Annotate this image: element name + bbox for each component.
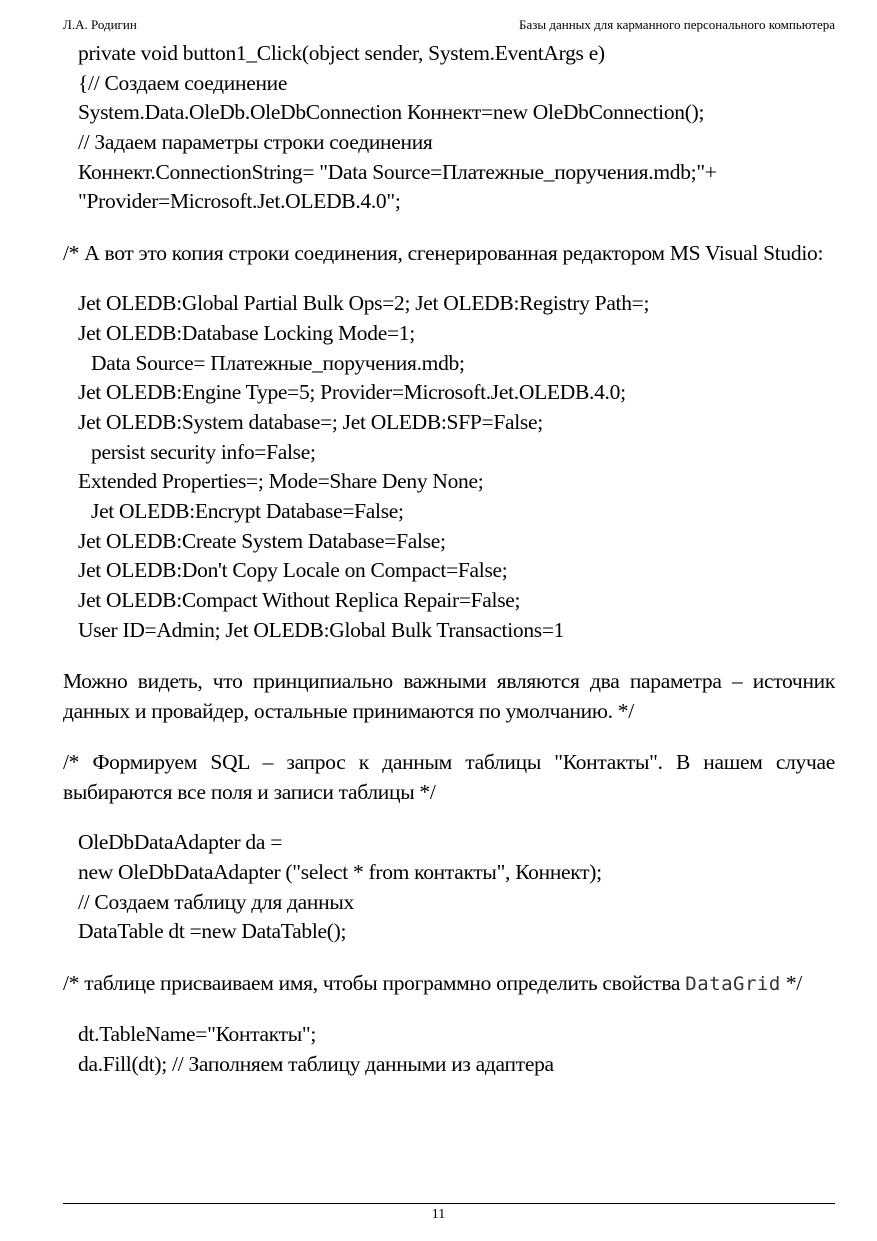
code-line: System.Data.OleDb.OleDbConnection Коннект=new OleDbConnection(); [78, 100, 705, 125]
code-line: da.Fill(dt); // Заполняем таблицу данными из адаптера [78, 1051, 554, 1076]
code-line: Jet OLEDB:Don't Copy Locale on Compact=False; [78, 558, 508, 583]
code-line: Extended Properties=; Mode=Share Deny None; [78, 469, 484, 494]
page-content [63, 39, 835, 1080]
footer-divider [63, 1203, 835, 1204]
code-line: Jet OLEDB:Compact Without Replica Repair=False; [78, 588, 521, 612]
code-block-generated-connection-string [63, 289, 835, 645]
code-line: dt.TableName="Контакты"; [78, 1022, 317, 1047]
code-line: Jet OLEDB:Engine Type=5; Provider=Microsoft.Jet.OLEDB.4.0; [78, 380, 626, 405]
header-author: Л.А. Родигин [63, 17, 137, 32]
code-line: "Provider=Microsoft.Jet.OLEDB.4.0"; [78, 189, 401, 214]
comment-paragraph-table-name [63, 968, 835, 999]
code-block-data-adapter [63, 828, 835, 947]
page-number: 11 [431, 1207, 446, 1222]
code-line: Jet OLEDB:Encrypt Database=False; [91, 498, 404, 523]
code-block-connection [63, 39, 835, 217]
code-line: DataTable dt =new DataTable(); [78, 919, 347, 944]
comment-paragraph-parameters: Можно видеть, что принципиально важными являются два параметра – источник данных и провайдер, остальные принимаются по умолчанию. */ [63, 669, 835, 724]
code-line: new OleDbDataAdapter ("select * from контакты", Коннект); [78, 860, 602, 885]
code-line: private void button1_Click(object sender, System.EventArgs e) [78, 41, 605, 65]
header-book-title: Базы данных для карманного персонального компьютера [519, 17, 835, 32]
code-line: Jet OLEDB:System database=; Jet OLEDB:SFP=False; [78, 409, 543, 434]
code-line: User ID=Admin; Jet OLEDB:Global Bulk Transactions=1 [78, 617, 565, 642]
comment-paragraph-connection-string: /* А вот это копия строки соединения, сгенерированная редактором MS Visual Studio: [63, 241, 824, 266]
code-line: Jet OLEDB:Database Locking Mode=1; [78, 320, 415, 345]
paragraph-text: /* таблице присваиваем имя, чтобы программно определить свойства [63, 971, 686, 996]
code-line: // Задаем параметры строки соединения [78, 130, 433, 155]
code-block-fill-table [63, 1020, 835, 1079]
code-line: {// Создаем соединение [78, 70, 288, 95]
code-line: Коннект.ConnectionString= "Data Source=Платежные_поручения.mdb;"+ [78, 159, 717, 184]
code-term-datagrid: DataGrid [685, 973, 781, 996]
comment-paragraph-sql-query: /* Формируем SQL – запрос к данным таблицы "Контакты". В нашем случае выбираются все поля и записи таблицы */ [63, 750, 835, 805]
code-line: Jet OLEDB:Global Partial Bulk Ops=2; Jet OLEDB:Registry Path=; [78, 291, 650, 316]
code-line: OleDbDataAdapter da = [78, 830, 283, 855]
code-line: persist security info=False; [91, 439, 316, 464]
code-line: // Создаем таблицу для данных [78, 889, 354, 914]
code-line: Data Source= Платежные_поручения.mdb; [91, 350, 465, 375]
code-line: Jet OLEDB:Create System Database=False; [78, 528, 446, 553]
paragraph-text: */ [780, 971, 802, 996]
